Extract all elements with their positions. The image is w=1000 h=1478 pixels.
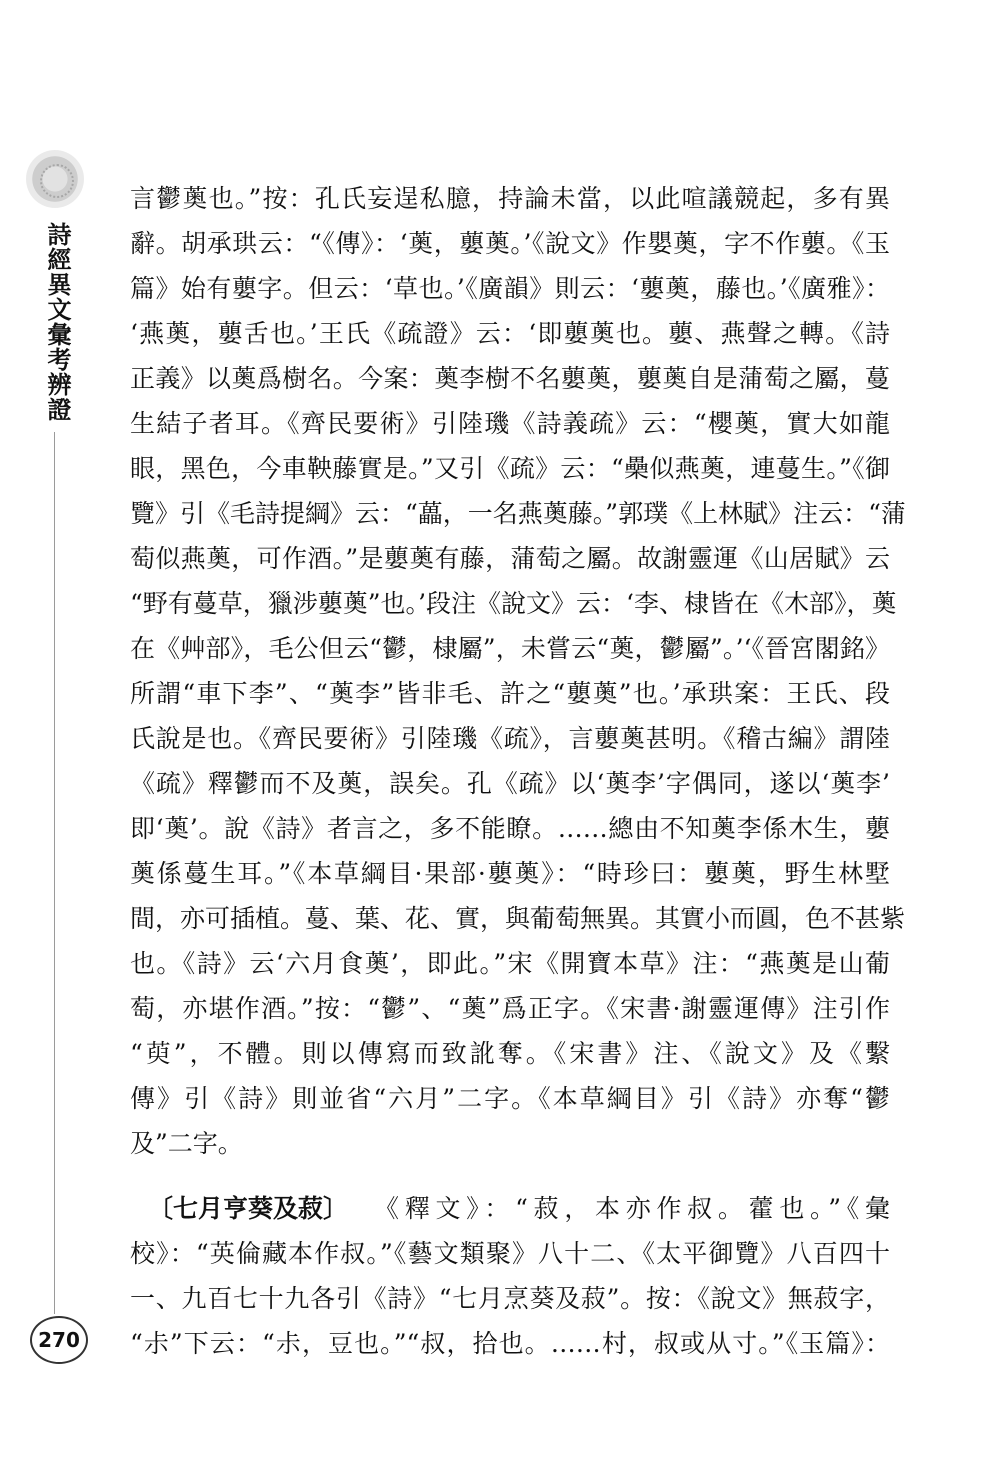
text-line: 萄似燕薁，可作酒。”是蘡薁有藤，蒲萄之屬。故謝靈運《山居賦》云 (130, 544, 890, 573)
text-line: “野有蔓草，獵涉蘡薁”也。’段注《說文》云：‘李、棣皆在《木部》，薁 (130, 589, 897, 618)
text-line: 氏說是也。《齊民要術》引陸璣《疏》，言蘡薁甚明。《稽古編》謂陸 (130, 724, 890, 753)
text-line: 眼，黑色，今車鞅藤實是。”又引《疏》云：“櫐似燕薁，連蔓生。”《御 (130, 454, 890, 483)
running-title: 詩經異文彙考辨證 (43, 222, 72, 422)
text-line: 也。《詩》云‘六月食薁’，即此。”宋《開寶本草》注：“燕薁是山葡 (130, 949, 890, 978)
text-line: 在《艸部》，毛公但云“鬱，棣屬”，未嘗云“薁，鬱屬”。’‘《晉宮閣銘》 (130, 634, 890, 663)
text-line: 薁係蔓生耳。”《本草綱目·果部·蘡薁》：“時珍曰：蘡薁，野生林墅 (130, 859, 890, 888)
text-line: 及”二字。 (130, 1129, 243, 1158)
text-line: 言鬱薁也。”按：孔氏妄逞私臆，持論未當，以此喧議競起，多有異 (130, 184, 890, 213)
text-line: ‘燕薁，蘡舌也。’王氏《疏證》云：‘即蘡薁也。蘡、燕聲之轉。《詩 (130, 319, 890, 348)
page-emblem (26, 150, 84, 208)
section-heading: 〔七月亨葵及菽〕 (148, 1194, 349, 1223)
body-text (130, 176, 906, 1366)
text-line-rest: 《釋文》：“菽，本亦作叔。藿也。”《彙 (374, 1194, 890, 1223)
text-line: 覽》引《毛詩提綱》云：“藟，一名燕薁藤。”郭璞《上林賦》注云：“蒲 (130, 499, 906, 528)
text-line: “尗”下云：“尗，豆也。”“叔，拾也。……村，叔或从寸。”《玉篇》： (130, 1329, 890, 1358)
text-line: 一、九百七十九各引《詩》“七月烹葵及菽”。按：《說文》無菽字， (130, 1284, 890, 1313)
text-line: 即‘薁’。說《詩》者言之，多不能瞭。……總由不知薁李係木生，蘡 (130, 814, 890, 843)
text-line: 正義》以薁爲樹名。今案：薁李樹不名蘡薁，蘡薁自是蒲萄之屬，蔓 (130, 364, 890, 393)
text-line: 生結子者耳。《齊民要術》引陸璣《詩義疏》云：“櫻薁，實大如龍 (130, 409, 890, 438)
text-line: 間，亦可插植。蔓、葉、花、實，與葡萄無異。其實小而圓，色不甚紫 (130, 904, 906, 933)
text-line: 《疏》釋鬱而不及薁，誤矣。孔《疏》以‘薁李’字偶同，遂以‘薁李’ (130, 769, 890, 798)
text-line: 校》：“英倫藏本作叔。”《藝文類聚》八十二、《太平御覽》八百四十 (130, 1239, 890, 1268)
text-line: “萸”，不體。則以傳寫而致訛奪。《宋書》注、《說文》及《繫 (130, 1039, 890, 1068)
text-line: 篇》始有蘡字。但云：‘草也。’《廣韻》則云：‘蘡薁，藤也。’《廣雅》： (130, 274, 890, 303)
text-line: 所謂“車下李”、“薁李”皆非毛、許之“蘡薁”也。’承珙案：王氏、段 (130, 679, 890, 708)
side-rule (54, 432, 55, 1314)
paragraph-2 (130, 1186, 890, 1366)
paragraph-1 (130, 176, 906, 1166)
text-line: 傳》引《詩》則並省“六月”二字。《本草綱目》引《詩》亦奪“鬱 (130, 1084, 890, 1113)
text-line: 萄，亦堪作酒。”按：“鬱”、“薁”爲正字。《宋書·謝靈運傳》注引作 (130, 994, 890, 1023)
text-line: 辭。胡承珙云：“《傳》：‘薁，蘡薁。’《說文》作嬰薁，字不作蘡。《玉 (130, 229, 890, 258)
page-number: 270 (30, 1316, 88, 1364)
text-line (130, 1186, 890, 1231)
